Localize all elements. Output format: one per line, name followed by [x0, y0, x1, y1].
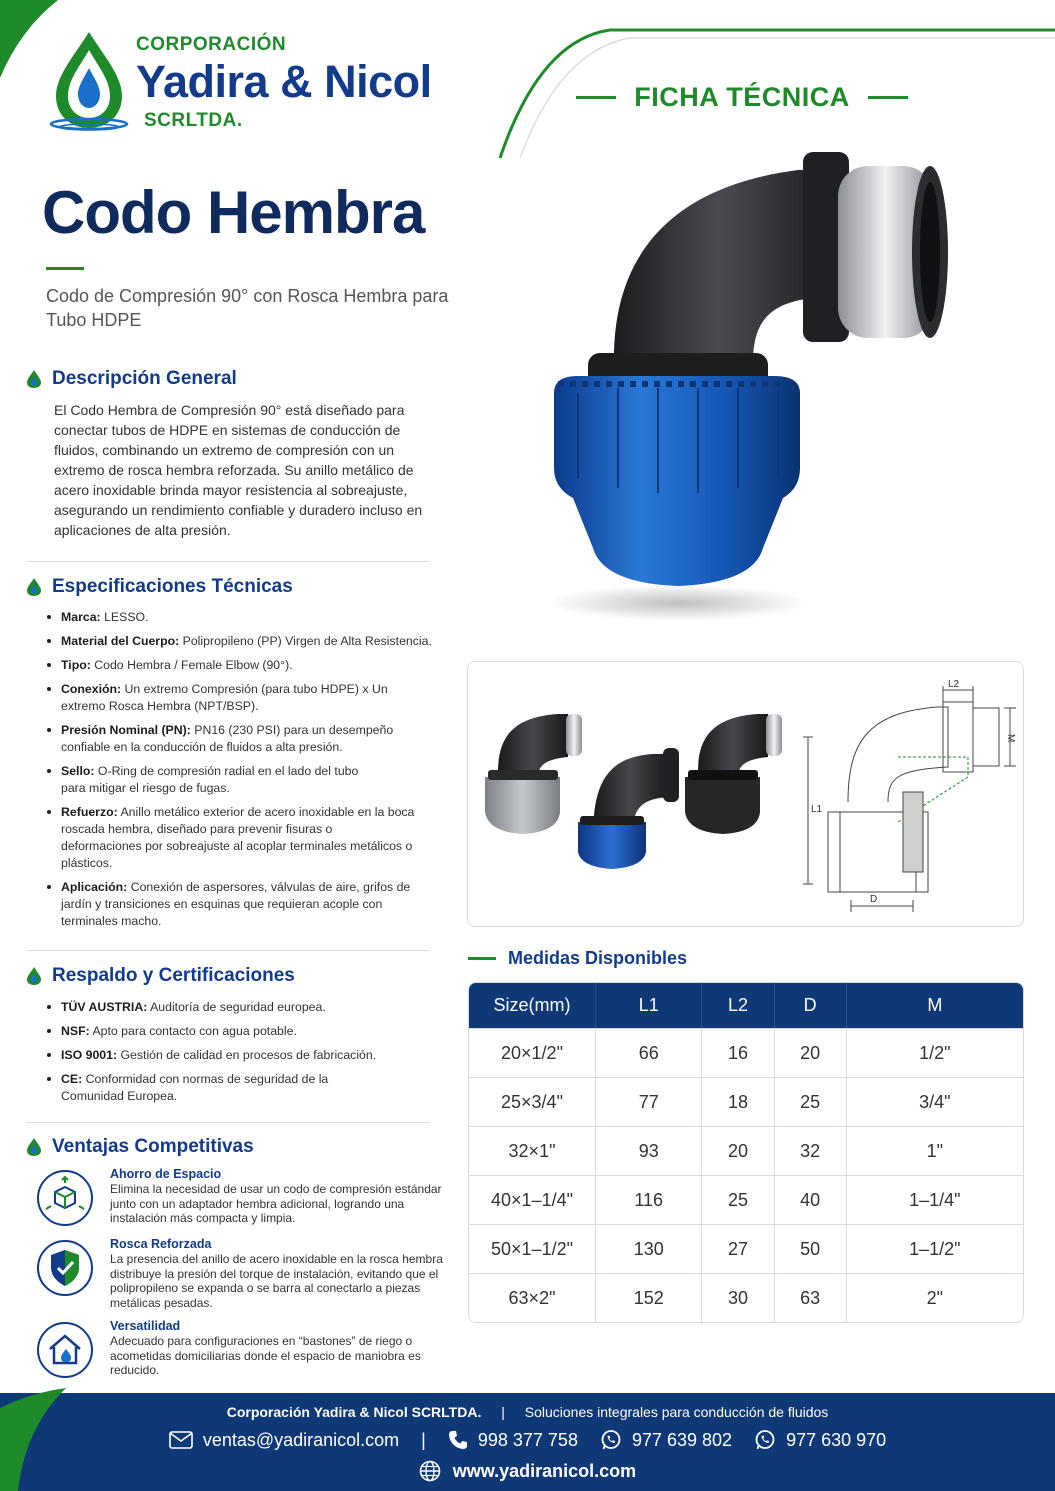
table-cell: 66: [596, 1028, 702, 1077]
table-cell: 40: [775, 1175, 847, 1224]
table-cell: 27: [702, 1224, 774, 1273]
technical-diagram: [803, 686, 1016, 912]
spec-item: Aplicación: Conexión de aspersores, válvulas de aire, grifos de jardín y transiciones en esquinas que requieran acople con terminales macho.: [46, 879, 421, 930]
spec-item: Sello: O-Ring de compresión radial en el lado del tubo para mitigar el riesgo de fugas.: [46, 763, 386, 797]
specs-heading-text: Especificaciones Técnicas: [52, 576, 293, 597]
table-cell: 30: [702, 1273, 774, 1322]
table-cell: 50: [775, 1224, 847, 1273]
table-cell: 25: [775, 1077, 847, 1126]
footer-phone[interactable]: [448, 1430, 578, 1451]
cert-item: CE: Conformidad con normas de seguridad de la Comunidad Europea.: [46, 1071, 366, 1105]
column-header: Size(mm): [469, 983, 596, 1028]
table-cell: 16: [702, 1028, 774, 1077]
advantage-title: Versatilidad: [110, 1319, 181, 1333]
advantages-heading-text: Ventajas Competitivas: [52, 1136, 254, 1157]
spec-item: Tipo: Codo Hembra / Female Elbow (90°).: [46, 657, 441, 674]
table-cell: 63: [775, 1273, 847, 1322]
advantage-title: Rosca Reforzada: [110, 1237, 212, 1251]
footer-email[interactable]: [169, 1430, 399, 1451]
diagram-label-d: D: [870, 894, 878, 905]
table-row: [469, 1224, 1023, 1273]
house-drop-icon: [36, 1321, 94, 1379]
table-row: [469, 1273, 1023, 1322]
drop-icon: [26, 1137, 42, 1157]
table-row: [469, 1028, 1023, 1077]
description-heading-text: Descripción General: [52, 368, 237, 389]
table-cell: 20: [702, 1126, 774, 1175]
footer-separator: |: [501, 1404, 505, 1420]
product-variants-image: [468, 662, 1023, 926]
footer-company-line: [0, 1404, 1055, 1420]
column-header: L2: [702, 983, 774, 1028]
table-cell: 1": [847, 1126, 1023, 1175]
whatsapp-icon: [754, 1429, 776, 1451]
certs-list: [46, 999, 441, 1112]
footer-email-text[interactable]: ventas@yadiranicol.com: [202, 1429, 400, 1450]
table-cell: 50×1–1/2": [469, 1224, 596, 1273]
sizes-heading: [468, 948, 687, 969]
diagram-label-m: M: [1005, 734, 1016, 743]
variant-blue: [578, 748, 679, 869]
ficha-tecnica-label: FICHA TÉCNICA: [634, 81, 850, 112]
table-header-row: [469, 983, 1023, 1028]
certs-heading-text: Respaldo y Certificaciones: [52, 965, 295, 986]
mail-icon: [169, 1431, 193, 1449]
footer-company: Corporación Yadira & Nicol SCRLTDA.: [226, 1404, 482, 1420]
table-cell: 93: [596, 1126, 702, 1175]
diagram-label-l2: L2: [948, 679, 960, 690]
ficha-tecnica-badge: [574, 80, 910, 114]
table-cell: 25: [702, 1175, 774, 1224]
heading-bar: [468, 957, 496, 960]
table-cell: 1–1/4": [847, 1175, 1023, 1224]
table-cell: 3/4": [847, 1077, 1023, 1126]
company-logo: [44, 28, 494, 138]
table-cell: 32: [775, 1126, 847, 1175]
specs-list: [46, 609, 441, 937]
cube-arrows-icon: [36, 1169, 94, 1227]
footer-whatsapp-2-text[interactable]: 977 630 970: [786, 1429, 887, 1450]
column-header: L1: [596, 983, 702, 1028]
table-cell: 40×1–1/4": [469, 1175, 596, 1224]
table-row: [469, 1126, 1023, 1175]
spec-item: Presión Nominal (PN): PN16 (230 PSI) para un desempeño confiable en la conducción de fluidos a alta presión.: [46, 722, 416, 756]
drop-icon: [26, 369, 42, 389]
advantage-title: Ahorro de Espacio: [110, 1167, 222, 1181]
advantage-text: Elimina la necesidad de usar un codo de compresión estándar junto con un adaptador hembra adicional, logrando una instalación más compacta y limpia.: [110, 1182, 442, 1225]
footer-tagline: Soluciones integrales para conducción de fluidos: [524, 1404, 829, 1420]
page-subtitle: Codo de Compresión 90° con Rosca Hembra para Tubo HDPE: [46, 286, 449, 330]
table-cell: 116: [596, 1175, 702, 1224]
whatsapp-icon: [600, 1429, 622, 1451]
table-cell: 32×1": [469, 1126, 596, 1175]
cert-item: NSF: Apto para contacto con agua potable.: [46, 1023, 441, 1040]
phone-icon: [448, 1430, 468, 1450]
title-underline: [46, 267, 84, 270]
footer-contact-line: [0, 1429, 1055, 1451]
table-cell: 1–1/2": [847, 1224, 1023, 1273]
table-row: [469, 1077, 1023, 1126]
variant-black: [685, 714, 782, 834]
specs-heading: [26, 576, 293, 598]
water-drop-logo-icon: [44, 28, 134, 134]
column-header: M: [847, 983, 1023, 1028]
footer-whatsapp-2[interactable]: [754, 1429, 886, 1451]
variant-grey: [485, 714, 582, 834]
advantage-text: La presencia del anillo de acero inoxidable en la rosca hembra distribuye la presión del torque de instalación, evitando que el polipropileno se expanda o se barra al conectarlo a piezas metálicas pesadas.: [110, 1252, 443, 1310]
spec-item: Material del Cuerpo: Polipropileno (PP) Virgen de Alta Resistencia.: [46, 633, 441, 650]
advantage-item: [36, 1167, 456, 1233]
column-header: D: [775, 983, 847, 1028]
description-heading: [26, 368, 237, 390]
table-cell: 63×2": [469, 1273, 596, 1322]
variants-and-diagram-panel: [467, 661, 1024, 927]
page-title: Codo Hembra: [42, 179, 425, 246]
footer-website[interactable]: [0, 1460, 1055, 1482]
shield-check-icon: [36, 1239, 94, 1297]
divider: [26, 950, 430, 951]
spec-item: Conexión: Un extremo Compresión (para tubo HDPE) x Un extremo Rosca Hembra (NPT/BSP).: [46, 681, 396, 715]
globe-icon: [419, 1460, 441, 1482]
footer-separator: |: [421, 1429, 426, 1450]
brand-name: Yadira & Nicol: [136, 56, 432, 107]
table-cell: 20×1/2": [469, 1028, 596, 1077]
table-cell: 130: [596, 1224, 702, 1273]
table-cell: 1/2": [847, 1028, 1023, 1077]
divider: [26, 561, 430, 562]
cert-item: ISO 9001: Gestión de calidad en procesos de fabricación.: [46, 1047, 441, 1064]
dash-left: [576, 96, 616, 99]
advantages-heading: [26, 1136, 254, 1158]
advantage-item: [36, 1319, 456, 1385]
cert-item: TÜV AUSTRIA: Auditoría de seguridad europea.: [46, 999, 441, 1016]
spec-item: Marca: LESSO.: [46, 609, 441, 626]
dash-right: [868, 96, 908, 99]
sizes-table: [468, 982, 1024, 1323]
advantage-item: [36, 1237, 456, 1310]
drop-icon: [26, 966, 42, 986]
table-cell: 152: [596, 1273, 702, 1322]
advantage-text: Adecuado para configuraciones en “bastones” de riego o acometidas domiciliarias donde el espacio de maniobra es reducido.: [110, 1334, 421, 1377]
table-cell: 18: [702, 1077, 774, 1126]
table-row: [469, 1175, 1023, 1224]
table-cell: 77: [596, 1077, 702, 1126]
table-cell: 2": [847, 1273, 1023, 1322]
certs-heading: [26, 965, 295, 987]
footer-whatsapp-1[interactable]: [600, 1429, 732, 1451]
spec-item: Refuerzo: Anillo metálico exterior de acero inoxidable en la boca roscada hembra, diseñado para prevenir fisuras o deformaciones por sobreajuste al acoplar terminales metálicos o plásticos.: [46, 804, 416, 872]
sizes-heading-text: Medidas Disponibles: [508, 948, 688, 968]
product-image: [548, 148, 968, 628]
footer-whatsapp-1-text[interactable]: 977 639 802: [631, 1429, 733, 1450]
table-cell: 20: [775, 1028, 847, 1077]
footer-website-text[interactable]: www.yadiranicol.com: [452, 1460, 637, 1481]
divider: [26, 1122, 430, 1123]
table-cell: 25×3/4": [469, 1077, 596, 1126]
footer-phone-text[interactable]: 998 377 758: [477, 1429, 578, 1450]
diagram-label-l1: L1: [811, 804, 823, 815]
brand-line3: SCRLTDA.: [144, 110, 243, 131]
description-text: El Codo Hembra de Compresión 90° está diseñado para conectar tubos de HDPE en sistemas de conducción de fluidos, combinando un extremo de compresión con un extremo de rosca hembra reforzada. Su anillo metálico de acero inoxidable brinda mayor resistencia al sobreajuste, asegurando un rendimiento confiable y duradero incluso en aplicaciones de alta presión.: [54, 402, 423, 538]
brand-line1: CORPORACIÓN: [136, 34, 287, 55]
drop-icon: [26, 577, 42, 597]
